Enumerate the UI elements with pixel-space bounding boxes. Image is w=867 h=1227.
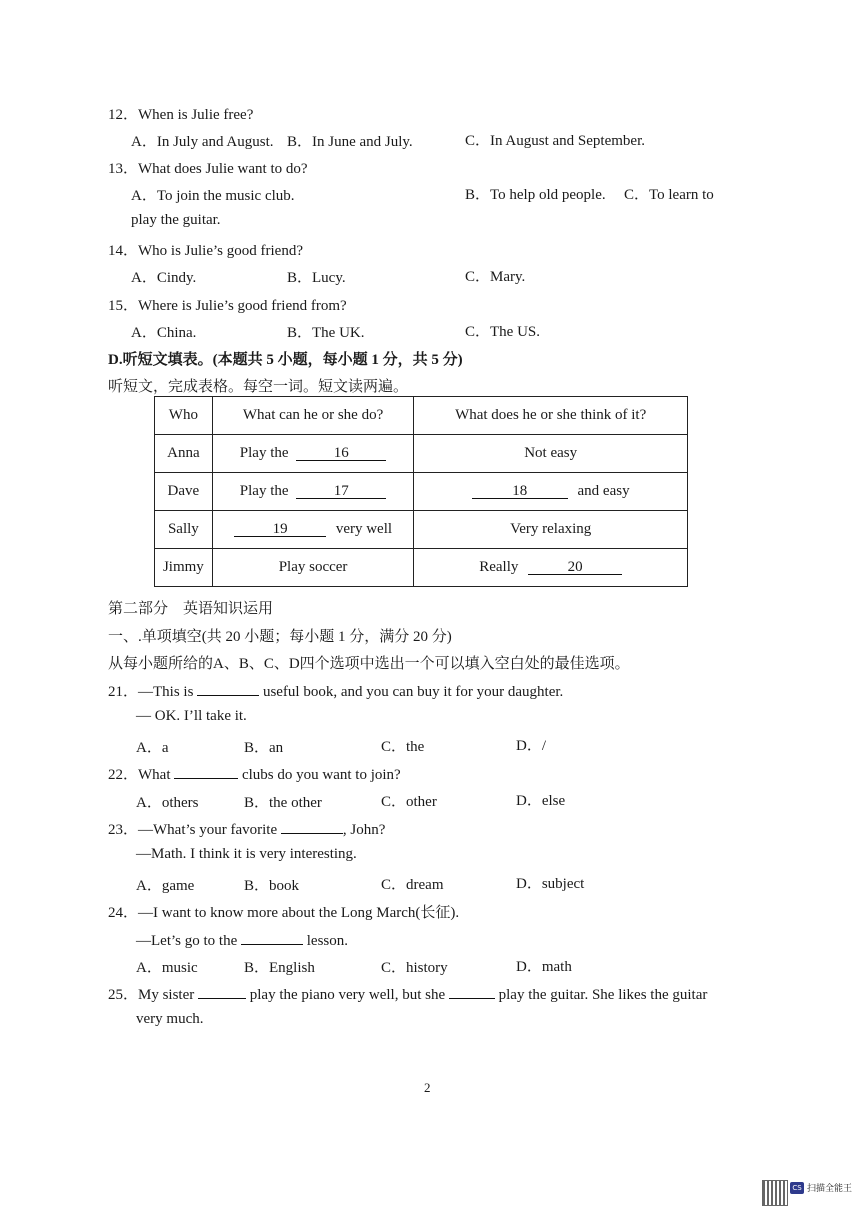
row-think [414, 473, 688, 511]
q14-option-b: B．Lucy. [287, 270, 346, 286]
listening-table [154, 396, 688, 587]
q25-line1 [108, 983, 707, 1004]
answer-blank-19: 19 [234, 522, 326, 537]
part2-title: 第二部分 英语知识运用 [108, 601, 274, 617]
q23-line2: —Math. I think it is very interesting. [136, 846, 357, 862]
q15-option-a: A．China. [131, 325, 197, 341]
q21-blank [197, 680, 259, 696]
q22-option-d: D．else [516, 793, 566, 809]
answer-blank-16: 16 [296, 446, 386, 461]
q15-stem: 15．Where is Julie’s good friend from? [108, 298, 347, 314]
q24-text-a: —Let’s go to the [136, 933, 238, 949]
part2-subtitle: 一、.单项填空(共 20 小题；每小题 1 分，满分 20 分) [108, 629, 452, 645]
q24-option-d: D．math [516, 959, 572, 975]
row-do [212, 435, 414, 473]
q25-line2: very much. [136, 1011, 204, 1027]
table-row [155, 435, 688, 473]
row-think [414, 549, 688, 587]
row-who: Anna [155, 435, 213, 473]
row-who: Sally [155, 511, 213, 549]
q23-text-a: 23．—What’s your favorite [108, 822, 278, 838]
q23-line1 [108, 818, 385, 839]
table-row [155, 549, 688, 587]
table-header-row [155, 397, 688, 435]
answer-blank-18: 18 [472, 484, 568, 499]
q15-option-b: B．The UK. [287, 325, 365, 341]
q23-text-b: , John? [342, 822, 386, 838]
q24-text-b: lesson. [306, 933, 348, 949]
q21-text-b: useful book, and you can buy it for your daughter. [262, 684, 564, 700]
scanner-brand: 扫描全能王 [807, 1184, 853, 1194]
q24-option-c: C．history [381, 960, 448, 976]
row-think-text: Not easy [524, 445, 578, 461]
q22-line1 [108, 763, 401, 784]
q21-option-c: C．the [381, 739, 425, 755]
row-do [212, 549, 414, 587]
qr-code-icon [762, 1180, 788, 1206]
q21-text-a: 21．—This is [108, 684, 194, 700]
q12-stem: 12．When is Julie free? [108, 107, 254, 123]
q21-line1 [108, 680, 563, 701]
answer-blank-17: 17 [296, 484, 386, 499]
q24-option-a: A．music [136, 960, 198, 976]
q14-option-a: A．Cindy. [131, 270, 197, 286]
q23-option-b: B．book [244, 878, 300, 894]
row-do-prefix: Play the [239, 483, 289, 499]
q22-text-a: 22．What [108, 767, 171, 783]
q14-stem: 14．Who is Julie’s good friend? [108, 243, 303, 259]
q25-blank-2 [449, 983, 495, 999]
q13-option-a: A．To join the music club. [131, 188, 295, 204]
q24-line2 [136, 929, 348, 950]
q24-option-b: B．English [244, 960, 315, 976]
page-number: 2 [424, 1080, 431, 1095]
row-think-text: Very relaxing [510, 521, 592, 537]
row-who: Jimmy [155, 549, 213, 587]
q13-option-b: B．To help old people. [465, 187, 606, 203]
q23-option-a: A．game [136, 878, 195, 894]
q24-line1: 24．—I want to know more about the Long March(长征). [108, 905, 460, 921]
q25-text-b: play the piano very well, but she [249, 987, 446, 1003]
q13-stem: 13．What does Julie want to do? [108, 161, 308, 177]
q21-option-d: D．/ [516, 738, 547, 754]
section-d-heading: D.听短文填表。(本题共 5 小题，每小题 1 分，共 5 分) [108, 352, 463, 368]
scanner-watermark [762, 1180, 858, 1208]
q23-option-d: D．subject [516, 876, 585, 892]
q22-option-a: A．others [136, 795, 199, 811]
table-row [155, 473, 688, 511]
row-do [212, 473, 414, 511]
q21-option-a: A．a [136, 740, 169, 756]
row-think-suffix: and easy [577, 483, 630, 499]
q25-text-c: play the guitar. She likes the guitar [498, 987, 708, 1003]
q12-option-c: C．In August and September. [465, 133, 645, 149]
row-think-prefix: Really [479, 559, 519, 575]
q22-text-b: clubs do you want to join? [241, 767, 401, 783]
q14-option-c: C．Mary. [465, 269, 526, 285]
row-think [414, 511, 688, 549]
scanner-badge: CS [790, 1182, 804, 1194]
q24-blank [241, 929, 303, 945]
table-row [155, 511, 688, 549]
q21-line2: — OK. I’ll take it. [136, 708, 247, 724]
q25-blank-1 [198, 983, 246, 999]
table-header-do: What can he or she do? [212, 397, 414, 435]
q13-option-c-continued: play the guitar. [131, 212, 221, 228]
row-do-suffix: very well [335, 521, 393, 537]
row-do-prefix: Play the [239, 445, 289, 461]
row-who: Dave [155, 473, 213, 511]
table-header-think: What does he or she think of it? [414, 397, 688, 435]
row-do [212, 511, 414, 549]
q12-option-b: B．In June and July. [287, 134, 413, 150]
row-think [414, 435, 688, 473]
q25-text-a: 25．My sister [108, 987, 195, 1003]
q22-blank [174, 763, 238, 779]
q22-option-c: C．other [381, 794, 437, 810]
table-header-who: Who [155, 397, 213, 435]
q13-option-c: C．To learn to [624, 187, 714, 203]
q21-option-b: B．an [244, 740, 284, 756]
q15-option-c: C．The US. [465, 324, 541, 340]
section-d-instruction: 听短文，完成表格。每空一词。短文读两遍。 [108, 379, 409, 395]
q23-option-c: C．dream [381, 877, 444, 893]
q12-option-a: A．In July and August. [131, 134, 274, 150]
q23-blank [281, 818, 343, 834]
row-do-text: Play soccer [278, 559, 348, 575]
part2-instruction: 从每小题所给的A、B、C、D四个选项中选出一个可以填入空白处的最佳选项。 [108, 656, 630, 672]
answer-blank-20: 20 [528, 560, 622, 575]
q22-option-b: B．the other [244, 795, 322, 811]
